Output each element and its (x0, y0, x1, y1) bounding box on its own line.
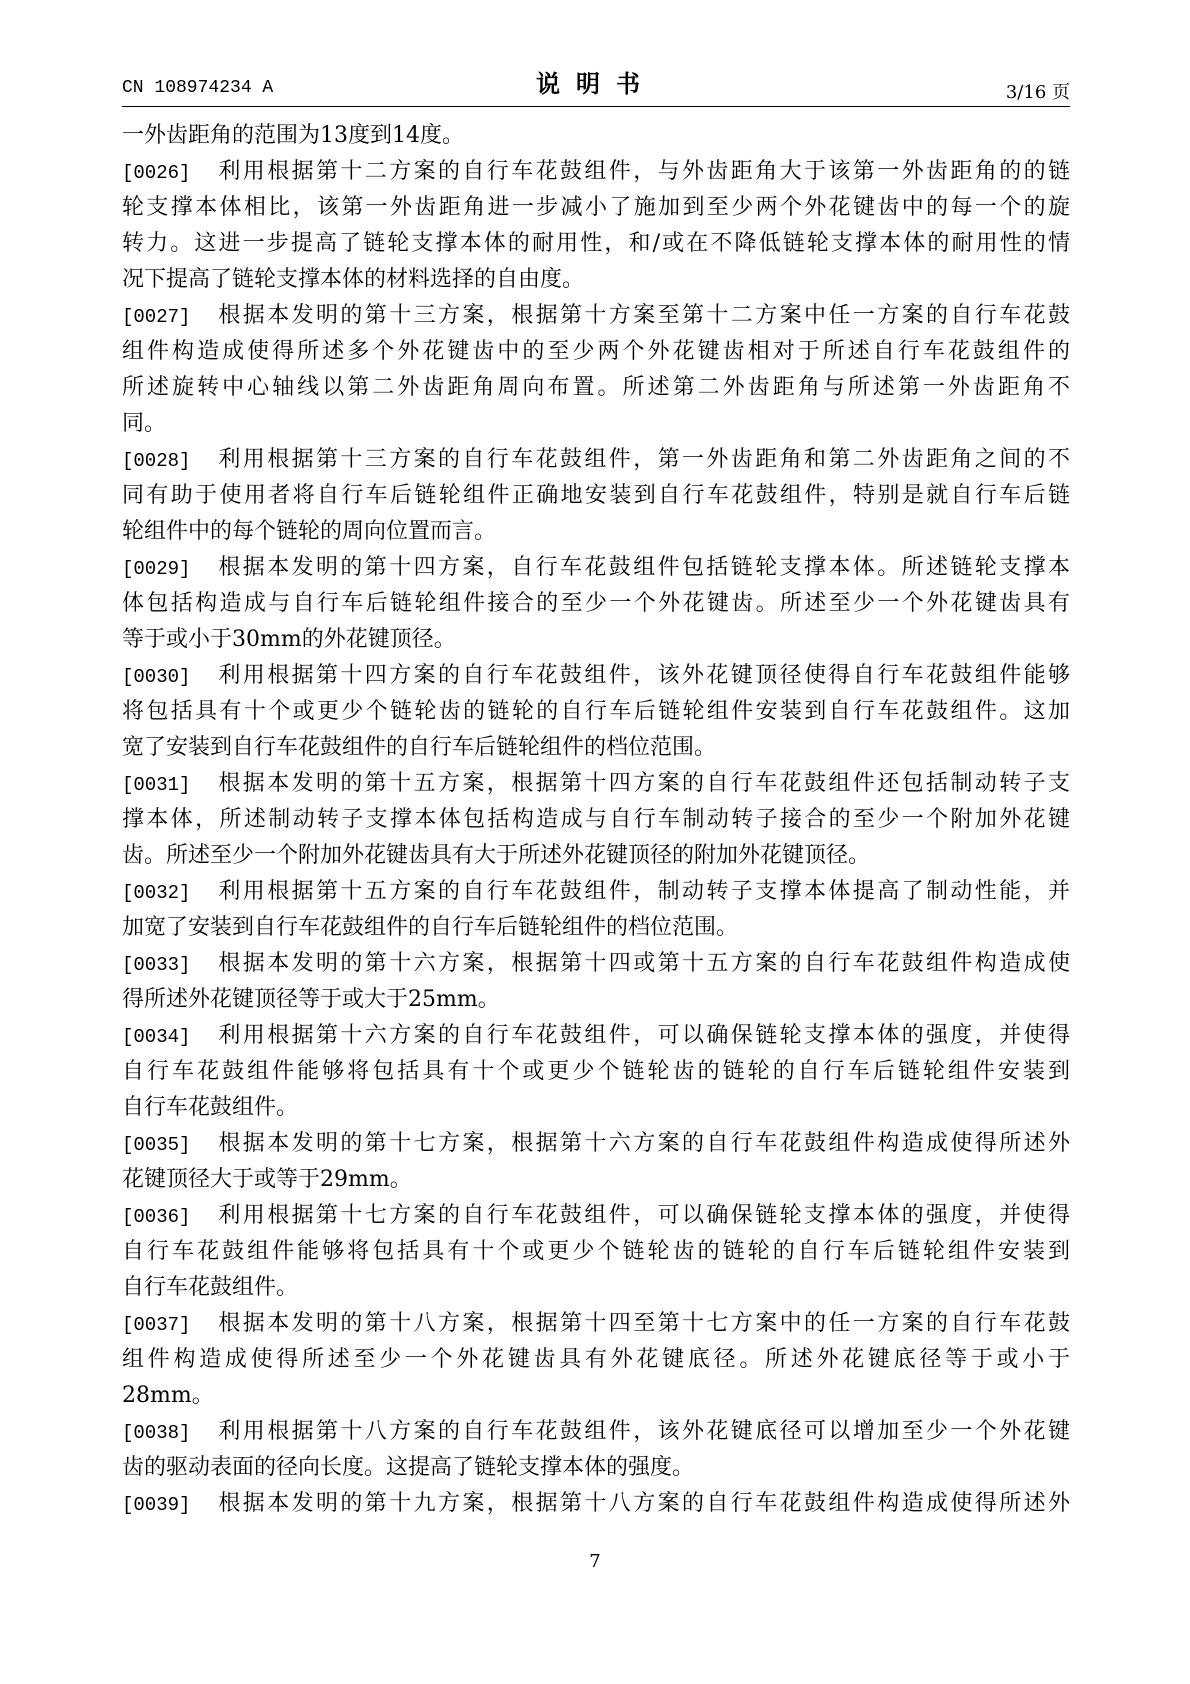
text-line (122, 370, 1070, 406)
text-line (122, 622, 1070, 658)
text-line (122, 118, 1070, 154)
paragraph-first-line (122, 154, 1070, 190)
text-line (122, 802, 1070, 838)
text-line (122, 514, 1070, 550)
text-line (122, 1234, 1070, 1270)
paragraph-first-line (122, 766, 1070, 802)
text-line (122, 1378, 1070, 1414)
line-text: 根据本发明的第十三方案，根据第十方案至第十二方案中任一方案的自行车花鼓 (216, 303, 1070, 328)
line-text: 体包括构造成与自行车后链轮组件接合的至少一个外花键齿。所述至少一个外花键齿具有 (122, 591, 1070, 616)
paragraph-number: [0032] (122, 882, 191, 904)
text-line (122, 730, 1070, 766)
text-line (122, 1162, 1070, 1198)
paragraph-first-line (122, 658, 1070, 694)
paragraph-first-line (122, 1486, 1070, 1522)
text-line (122, 190, 1070, 226)
line-text: 轮支撑本体相比，该第一外齿距角进一步减小了施加到至少两个外花键齿中的每一个的旋 (122, 195, 1070, 220)
text-line (122, 1054, 1070, 1090)
paragraph-first-line (122, 1306, 1070, 1342)
paragraph-first-line (122, 550, 1070, 586)
text-line (122, 982, 1070, 1018)
line-text: 利用根据第十八方案的自行车花鼓组件，该外花键底径可以增加至少一个外花键 (216, 1419, 1070, 1444)
line-text: 利用根据第十七方案的自行车花鼓组件，可以确保链轮支撑本体的强度，并使得 (216, 1203, 1070, 1228)
paragraph-first-line (122, 1126, 1070, 1162)
paragraph-first-line (122, 1414, 1070, 1450)
line-text: 利用根据第十三方案的自行车花鼓组件，第一外齿距角和第二外齿距角之间的不 (216, 447, 1070, 472)
document-title: 说明书 (536, 70, 656, 98)
line-text: 撑本体，所述制动转子支撑本体包括构造成与自行车制动转子接合的至少一个附加外花键 (122, 807, 1070, 832)
text-line (122, 406, 1070, 442)
line-text: 28mm。 (122, 1383, 214, 1408)
paragraph-number: [0026] (122, 162, 191, 184)
paragraph-first-line (122, 442, 1070, 478)
paragraph-number: [0035] (122, 1134, 191, 1156)
paragraph-number: [0034] (122, 1026, 191, 1048)
line-text: 组件构造成使得所述多个外花键齿中的至少两个外花键齿相对于所述自行车花鼓组件的 (122, 339, 1070, 364)
paragraph-number: [0027] (122, 306, 191, 328)
line-text: 自行车花鼓组件能够将包括具有十个或更少个链轮齿的链轮的自行车后链轮组件安装到 (122, 1059, 1070, 1084)
line-text: 一外齿距角的范围为13度到14度。 (122, 123, 464, 148)
text-line (122, 1270, 1070, 1306)
text-line (122, 910, 1070, 946)
page-number: 7 (589, 1551, 601, 1572)
line-text: 根据本发明的第十四方案，自行车花鼓组件包括链轮支撑本体。所述链轮支撑本 (216, 555, 1070, 580)
text-line (122, 226, 1070, 262)
line-text: 自行车花鼓组件。 (122, 1275, 299, 1300)
line-text: 花键顶径大于或等于29mm。 (122, 1167, 412, 1192)
publication-number: CN 108974234 A (122, 78, 274, 98)
line-text: 根据本发明的第十五方案，根据第十四方案的自行车花鼓组件还包括制动转子支 (216, 771, 1070, 796)
paragraph-number: [0033] (122, 954, 191, 976)
paragraph-first-line (122, 1018, 1070, 1054)
paragraph-number: [0031] (122, 774, 191, 796)
paragraph-number: [0038] (122, 1422, 191, 1444)
paragraph-first-line (122, 298, 1070, 334)
line-text: 同。 (122, 411, 167, 436)
line-text: 根据本发明的第十八方案，根据第十四至第十七方案中的任一方案的自行车花鼓 (216, 1311, 1070, 1336)
paragraph-first-line (122, 1198, 1070, 1234)
line-text: 况下提高了链轮支撑本体的材料选择的自由度。 (122, 267, 585, 292)
line-text: 根据本发明的第十九方案，根据第十八方案的自行车花鼓组件构造成使得所述外 (216, 1491, 1070, 1516)
line-text: 根据本发明的第十七方案，根据第十六方案的自行车花鼓组件构造成使得所述外 (216, 1131, 1070, 1156)
paragraph-number: [0028] (122, 450, 191, 472)
text-line (122, 694, 1070, 730)
text-line (122, 1090, 1070, 1126)
line-text: 同有助于使用者将自行车后链轮组件正确地安装到自行车花鼓组件，特别是就自行车后链 (122, 483, 1070, 508)
line-text: 将包括具有十个或更少个链轮齿的链轮的自行车后链轮组件安装到自行车花鼓组件。这加 (122, 699, 1070, 724)
text-line (122, 334, 1070, 370)
line-text: 宽了安装到自行车花鼓组件的自行车后链轮组件的档位范围。 (122, 735, 717, 760)
page-header (122, 62, 1070, 107)
paragraph-first-line (122, 946, 1070, 982)
text-line (122, 478, 1070, 514)
paragraph-number: [0029] (122, 558, 191, 580)
paragraph-number: [0039] (122, 1494, 191, 1516)
line-text: 得所述外花键顶径等于或大于25mm。 (122, 987, 500, 1012)
line-text: 自行车花鼓组件能够将包括具有十个或更少个链轮齿的链轮的自行车后链轮组件安装到 (122, 1239, 1070, 1264)
page-count: 3/16 页 (1005, 82, 1070, 103)
line-text: 自行车花鼓组件。 (122, 1095, 299, 1120)
paragraph-first-line (122, 874, 1070, 910)
line-text: 轮组件中的每个链轮的周向位置而言。 (122, 519, 497, 544)
line-text: 齿的驱动表面的径向长度。这提高了链轮支撑本体的强度。 (122, 1455, 695, 1480)
text-line (122, 586, 1070, 622)
paragraph-number: [0030] (122, 666, 191, 688)
line-text: 所述旋转中心轴线以第二外齿距角周向布置。所述第二外齿距角与所述第一外齿距角不 (122, 375, 1070, 400)
paragraph-number: [0036] (122, 1206, 191, 1228)
line-text: 利用根据第十四方案的自行车花鼓组件，该外花键顶径使得自行车花鼓组件能够 (216, 663, 1070, 688)
line-text: 根据本发明的第十六方案，根据第十四或第十五方案的自行车花鼓组件构造成使 (216, 951, 1070, 976)
line-text: 利用根据第十五方案的自行车花鼓组件，制动转子支撑本体提高了制动性能，并 (216, 879, 1070, 904)
line-text: 利用根据第十六方案的自行车花鼓组件，可以确保链轮支撑本体的强度，并使得 (216, 1023, 1070, 1048)
text-line (122, 838, 1070, 874)
line-text: 利用根据第十二方案的自行车花鼓组件，与外齿距角大于该第一外齿距角的的链 (216, 159, 1070, 184)
text-line (122, 1450, 1070, 1486)
paragraph-number: [0037] (122, 1314, 191, 1336)
text-line (122, 1342, 1070, 1378)
line-text: 加宽了安装到自行车花鼓组件的自行车后链轮组件的档位范围。 (122, 915, 739, 940)
line-text: 转力。这进一步提高了链轮支撑本体的耐用性，和/或在不降低链轮支撑本体的耐用性的情 (122, 231, 1070, 256)
text-line (122, 262, 1070, 298)
line-text: 等于或小于30mm的外花键顶径。 (122, 627, 456, 652)
line-text: 齿。所述至少一个附加外花键齿具有大于所述外花键顶径的附加外花键顶径。 (122, 843, 871, 868)
line-text: 组件构造成使得所述至少一个外花键齿具有外花键底径。所述外花键底径等于或小于 (122, 1347, 1070, 1372)
specification-body (122, 118, 1070, 1522)
